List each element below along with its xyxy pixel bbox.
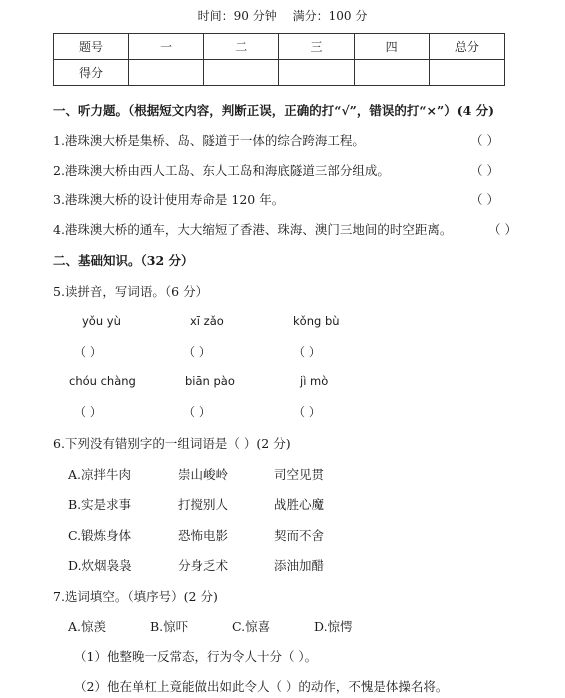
option-a-word-1[interactable]: A.凉拌牛肉	[68, 467, 132, 482]
exam-header	[0, 7, 565, 24]
score-table-score-row	[54, 60, 505, 86]
q7-option-d[interactable]: D.惊愕	[314, 619, 353, 634]
question-3-answer-paren[interactable]: （ ）	[470, 192, 499, 207]
table-cell: 三	[279, 34, 354, 60]
section2-title: 二、基础知识。（32 分）	[53, 253, 194, 268]
option-c-word-1[interactable]: C.锻炼身体	[68, 528, 132, 543]
word-blank[interactable]: （ ）	[183, 345, 211, 359]
question-4-answer-paren[interactable]: （ ）	[488, 222, 517, 237]
score-table	[53, 33, 505, 86]
pinyin-5: biān pào	[185, 374, 235, 388]
question-5-title: 5.读拼音，写词语。（6 分）	[53, 284, 209, 299]
question-6-title: 6.下列没有错别字的一组词语是（ ）(2 分)	[53, 436, 291, 451]
question-3-text: 3.港珠澳大桥的设计使用寿命是 120 年。	[53, 192, 285, 207]
pinyin-1: yǒu yù	[82, 314, 121, 328]
table-cell: 题号	[54, 34, 129, 60]
option-a-word-3: 司空见贯	[274, 467, 325, 482]
question-1-text: 1.港珠澳大桥是集桥、岛、隧道于一体的综合跨海工程。	[53, 133, 365, 148]
table-cell: 总分	[429, 34, 504, 60]
word-blank[interactable]: （ ）	[293, 345, 321, 359]
pinyin-6: jì mò	[300, 374, 329, 388]
table-cell: 一	[129, 34, 204, 60]
exam-full-score: 满分：100 分	[292, 9, 368, 23]
question-2-text: 2.港珠澳大桥由西人工岛、东人工岛和海底隧道三部分组成。	[53, 163, 390, 178]
option-c-word-3: 契而不舍	[274, 528, 325, 543]
q7-option-b[interactable]: B.惊吓	[150, 619, 189, 634]
question-1-answer-paren[interactable]: （ ）	[470, 133, 499, 148]
option-b-word-3: 战胜心魔	[274, 497, 325, 512]
score-table-header-row	[54, 34, 505, 60]
word-blank[interactable]: （ ）	[293, 405, 321, 419]
q7-sentence-1: （1）他整晚一反常态，行为令人十分（ ）。	[74, 649, 318, 664]
exam-time: 时间：90 分钟	[197, 9, 277, 23]
question-4-text: 4.港珠澳大桥的通车，大大缩短了香港、珠海、澳门三地间的时空距离。	[53, 222, 453, 237]
word-blank[interactable]: （ ）	[183, 405, 211, 419]
score-input-cell[interactable]	[429, 60, 504, 86]
question-7-title: 7.选词填空。（填序号）(2 分)	[53, 589, 218, 604]
word-blank[interactable]: （ ）	[74, 345, 102, 359]
pinyin-2: xī zǎo	[190, 314, 224, 328]
table-cell: 得分	[54, 60, 129, 86]
option-d-word-2: 分身乏术	[178, 558, 229, 573]
option-c-word-2: 恐怖电影	[178, 528, 229, 543]
pinyin-3: kǒng bù	[293, 314, 340, 328]
option-b-word-2: 打搅别人	[178, 497, 229, 512]
option-d-word-1[interactable]: D.炊烟袅袅	[68, 558, 132, 573]
q7-option-a[interactable]: A.惊羡	[68, 619, 107, 634]
score-input-cell[interactable]	[354, 60, 429, 86]
table-cell: 二	[204, 34, 279, 60]
section1-title: 一、听力题。（根据短文内容，判断正误，正确的打“√”，错误的打“×”）(4 分)	[53, 103, 495, 118]
word-blank[interactable]: （ ）	[74, 405, 102, 419]
option-d-word-3: 添油加醋	[274, 558, 325, 573]
question-2-answer-paren[interactable]: （ ）	[470, 163, 499, 178]
option-b-word-1[interactable]: B.实是求事	[68, 497, 132, 512]
score-input-cell[interactable]	[204, 60, 279, 86]
score-input-cell[interactable]	[129, 60, 204, 86]
q7-sentence-2: （2）他在单杠上竟能做出如此令人（ ）的动作，不愧是体操名将。	[74, 679, 449, 694]
table-cell: 四	[354, 34, 429, 60]
score-input-cell[interactable]	[279, 60, 354, 86]
option-a-word-2: 崇山峻岭	[178, 467, 229, 482]
q7-option-c[interactable]: C.惊喜	[232, 619, 271, 634]
pinyin-4: chóu chàng	[69, 374, 136, 388]
